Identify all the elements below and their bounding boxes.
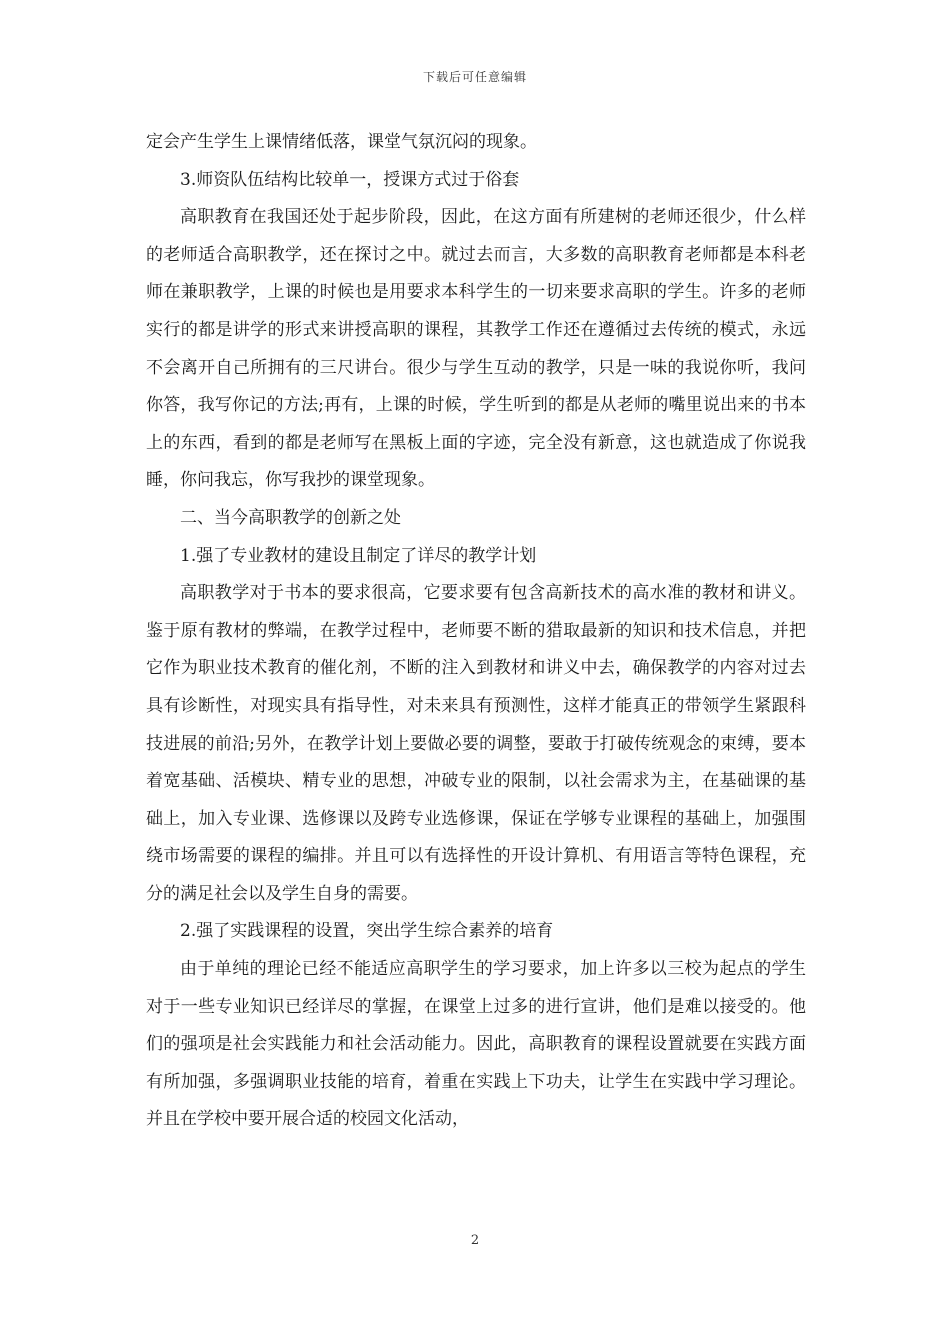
section-heading: 1.强了专业教材的建设且制定了详尽的教学计划 — [180, 545, 537, 566]
page-header: 下载后可任意编辑 — [422, 70, 527, 84]
section-heading: 二、当今高职教学的创新之处 — [180, 507, 401, 528]
section-heading: 2.强了实践课程的设置，突出学生综合素养的培育 — [180, 921, 554, 942]
paragraph: 高职教学对于书本的要求很高，它要求要有包含高新技术的高水准的教材和讲义。鉴于原有教材的弊端，在教学过程中，老师要不断的猎取最新的知识和技术信息，并把它作为职业技术教育的催化剂，不断的注入到教材和讲义中去，确保教学的内容对过去具有诊断性，对现实具有指导性，对未来具有预测性，这样才能真正的带领学生紧跟科技进展的前沿;另外，在教学计划上要做必要的调整，要敢于打破传统观念的束缚，要本着宽基础、活模块、精专业的思想，冲破专业的限制，以社会需求为主，在基础课的基础上，加入专业课、选修课以及跨专业选修课，保证在学够专业课程的基础上，加强围绕市场需要的课程的编排。并且可以有选择性的开设计算机、有用语言等特色课程，充分的满足社会以及学生自身的需要。 — [146, 583, 806, 904]
document-body — [146, 124, 806, 1139]
paragraph: 由于单纯的理论已经不能适应高职学生的学习要求，加上许多以三校为起点的学生对于一些专业知识已经详尽的掌握，在课堂上过多的进行宣讲，他们是难以接受的。他们的强项是社会实践能力和社会活动能力。因此，高职教育的课程设置就要在实践方面有所加强，多强调职业技能的培育，着重在实践上下功夫，让学生在实践中学习理论。并且在学校中要开展合适的校园文化活动， — [146, 959, 806, 1130]
section-heading: 3.师资队伍结构比较单一，授课方式过于俗套 — [180, 169, 520, 190]
paragraph: 高职教育在我国还处于起步阶段，因此，在这方面有所建树的老师还很少，什么样的老师适合高职教学，还在探讨之中。就过去而言，大多数的高职教育老师都是本科老师在兼职教学，上课的时候也是用要求本科学生的一切来要求高职的学生。许多的老师实行的都是讲学的形式来讲授高职的课程，其教学工作还在遵循过去传统的模式，永远不会离开自己所拥有的三尺讲台。很少与学生互动的教学，只是一味的我说你听，我问你答，我写你记的方法;再有，上课的时候，学生听到的都是从老师的嘴里说出来的书本上的东西，看到的都是老师写在黑板上面的字迹，完全没有新意，这也就造成了你说我睡，你问我忘，你写我抄的课堂现象。 — [146, 207, 806, 491]
page-number: 2 — [470, 1233, 480, 1248]
paragraph: 定会产生学生上课情绪低落，课堂气氛沉闷的现象。 — [146, 132, 537, 152]
